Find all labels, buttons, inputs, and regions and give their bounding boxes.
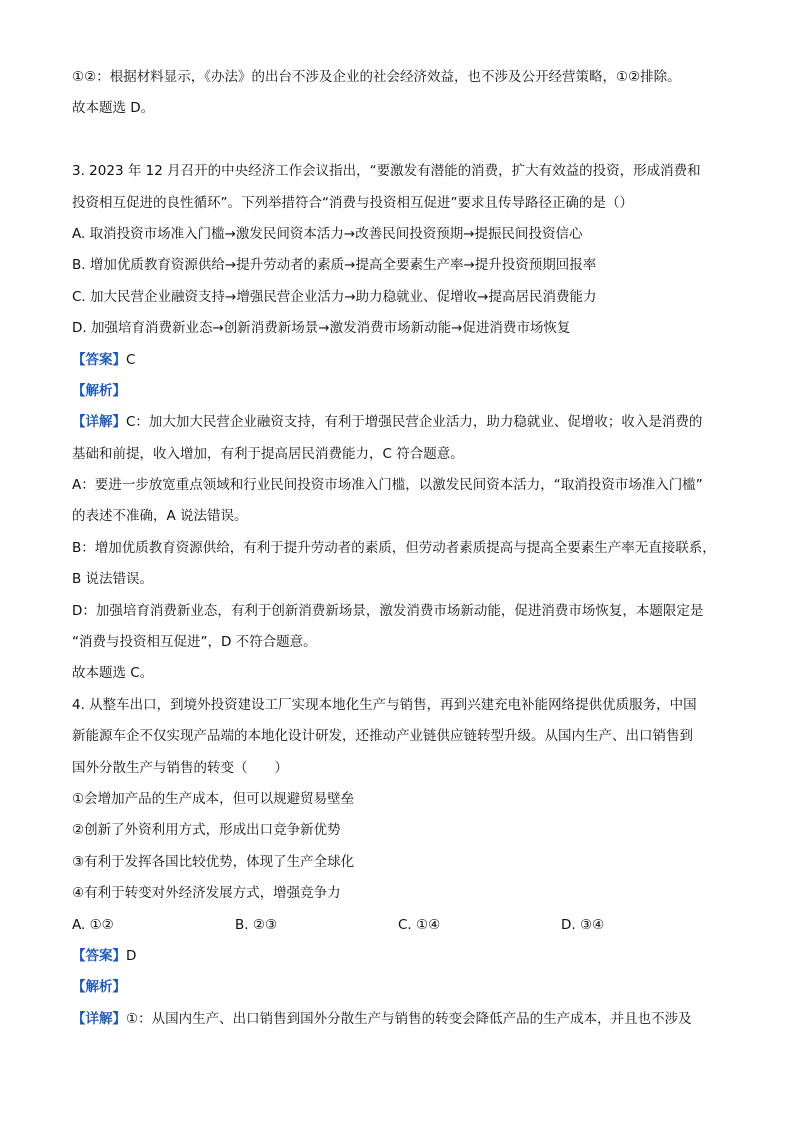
q4-statement-2: ②创新了外资利用方式，形成出口竞争新优势	[72, 822, 341, 839]
analysis-tag: 【解析】	[72, 979, 126, 996]
q4-statement-3: ③有利于发挥各国比较优势，体现了生产全球化	[72, 853, 355, 870]
q3-answer	[72, 345, 724, 376]
answer-tag: 【答案】	[72, 947, 126, 964]
detail-text: ①：从国内生产、出口销售到国外分散生产与销售的转变会降低产品的生产成本，并且也不涉及	[126, 1010, 692, 1027]
q3-option-c: C. 加大民营企业融资支持→增强民营企业活力→助力稳就业、促增收→提高居民消费能力	[72, 288, 597, 305]
q3-conclusion: 故本题选 C。	[72, 665, 154, 682]
answer-tag: 【答案】	[72, 351, 126, 368]
analysis-tag: 【解析】	[72, 382, 126, 399]
q3-analysis-line: 的表述不准确，A 说法错误。	[72, 508, 248, 525]
detail-tag: 【详解】	[72, 1010, 126, 1027]
document-page	[72, 62, 724, 1035]
detail-text: C：加大加大民营企业融资支持，有利于增强民营企业活力，助力稳就业、促增收；收入是消费的	[126, 414, 703, 431]
spacer	[72, 125, 724, 156]
q3-analysis-line: B 说法错误。	[72, 571, 154, 588]
q3-analysis-line: “消费与投资相互促进”，D 不符合题意。	[72, 634, 317, 651]
q4-statement-1: ①会增加产品的生产成本，但可以规避贸易壁垒	[72, 790, 355, 807]
q4-choice-c: C. ①④	[398, 916, 441, 933]
q3-option-a: A. 取消投资市场准入门槛→激发民间资本活力→改善民间投资预期→提振民间投资信心	[72, 225, 583, 242]
q4-analysis-heading	[72, 972, 724, 1003]
q2-analysis-line: ①②：根据材料显示，《办法》的出台不涉及企业的社会经济效益，也不涉及公开经营策略，①②排除。	[72, 69, 681, 85]
q3-analysis-line: B：增加优质教育资源供给，有利于提升劳动者的素质，但劳动者素质提高与提高全要素生产率无直接联系，	[72, 539, 716, 556]
q2-conclusion: 故本题选 D。	[72, 100, 155, 117]
q3-detail-line	[72, 407, 724, 438]
q3-analysis-line: 基础和前提，收入增加，有利于提高居民消费能力，C 符合题意。	[72, 445, 464, 462]
q4-stem-line-1: 4. 从整车出口，到境外投资建设工厂实现本地化生产与销售，再到兴建充电补能网络提供优质服务，中国	[72, 696, 697, 713]
q3-stem-line-2: 投资相互促进的良性循环”。下列举措符合“消费与投资相互促进”要求且传导路径正确的是（）	[72, 194, 633, 211]
q3-analysis-heading	[72, 376, 724, 407]
detail-tag: 【详解】	[72, 414, 126, 431]
q4-choice-a: A. ①②	[72, 916, 114, 933]
q4-statement-4: ④有利于转变对外经济发展方式，增强竞争力	[72, 885, 341, 902]
q4-answer	[72, 941, 724, 972]
q4-detail-line	[72, 1004, 724, 1035]
q3-stem-line-1: 3. 2023 年 12 月召开的中央经济工作会议指出，“要激发有潜能的消费，扩大有效益的投资，形成消费和	[72, 163, 701, 180]
q3-analysis-line: A：要进一步放宽重点领域和行业民间投资市场准入门槛，以激发民间资本活力，“取消投资市场准入门槛”	[72, 477, 703, 494]
q4-choice-d: D. ③④	[561, 916, 605, 933]
q4-stem-line-3: 国外分散生产与销售的转变（ ）	[72, 759, 288, 776]
q4-choice-b: B. ②③	[235, 916, 278, 933]
q4-choices	[72, 910, 724, 941]
answer-value: C	[126, 351, 136, 368]
q3-option-d: D. 加强培育消费新业态→创新消费新场景→激发消费市场新动能→促进消费市场恢复	[72, 320, 571, 337]
answer-value: D	[126, 947, 137, 964]
q3-analysis-line: D：加强培育消费新业态，有利于创新消费新场景，激发消费市场新动能，促进消费市场恢复，本题限定是	[72, 602, 704, 619]
q3-option-b: B. 增加优质教育资源供给→提升劳动者的素质→提高全要素生产率→提升投资预期回报率	[72, 257, 597, 274]
q4-stem-line-2: 新能源车企不仅实现产品端的本地化设计研发，还推动产业链供应链转型升级。从国内生产、出口销售到	[72, 728, 693, 745]
